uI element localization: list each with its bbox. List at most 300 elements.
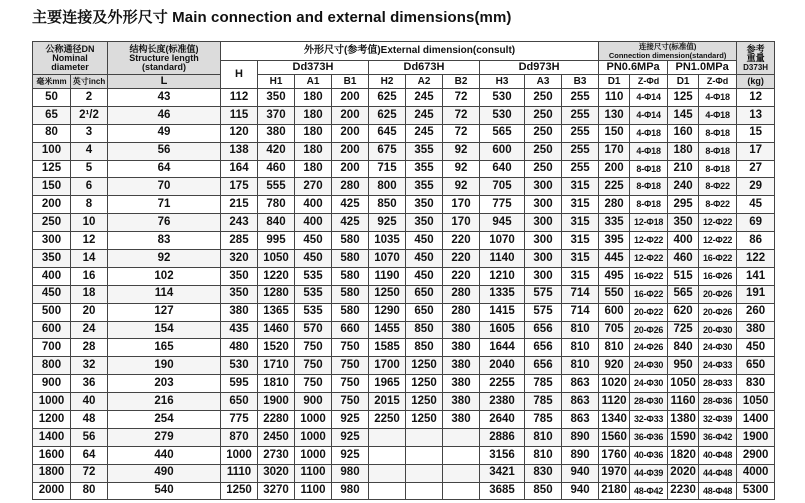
cell-height-h: 650 (221, 393, 258, 411)
pn06-header: PN0.6MPa (599, 61, 668, 75)
cell-z-pn06: 4-Φ18 (630, 124, 668, 142)
cell-d1-pn06: 150 (599, 124, 630, 142)
cell-h3: 1210 (480, 267, 525, 285)
cell-b3: 255 (562, 106, 599, 124)
cell-h2 (369, 464, 406, 482)
cell-z-pn06: 44-Φ39 (630, 464, 668, 482)
cell-h1: 3270 (258, 482, 295, 500)
cell-length-l: 254 (108, 411, 221, 429)
table-row (33, 482, 775, 500)
cell-height-h: 595 (221, 375, 258, 393)
cell-height-h: 138 (221, 142, 258, 160)
cell-weight-kg: 1050 (737, 393, 775, 411)
cell-dn-mm: 125 (33, 160, 71, 178)
cell-z-pn06: 24-Φ26 (630, 339, 668, 357)
cell-h2: 2250 (369, 411, 406, 429)
cell-h1: 3020 (258, 464, 295, 482)
cell-z-pn10: 4-Φ18 (699, 106, 737, 124)
cell-z-pn10: 24-Φ33 (699, 357, 737, 375)
cell-length-l: 49 (108, 124, 221, 142)
cell-d1-pn10: 210 (668, 160, 699, 178)
cell-d1-pn10: 950 (668, 357, 699, 375)
cell-d1-pn10: 725 (668, 321, 699, 339)
cell-h3: 1415 (480, 303, 525, 321)
table-row (33, 160, 775, 178)
cell-a3: 300 (525, 196, 562, 214)
cell-dn-mm: 2000 (33, 482, 71, 500)
cell-height-h: 380 (221, 303, 258, 321)
cell-a1: 180 (295, 142, 332, 160)
cell-h2: 715 (369, 160, 406, 178)
b2-header: B2 (443, 75, 480, 89)
cell-dn-inch: 3 (71, 124, 108, 142)
cell-a3: 300 (525, 178, 562, 196)
cell-a3: 810 (525, 428, 562, 446)
cell-a2: 350 (406, 196, 443, 214)
cell-h2: 2015 (369, 393, 406, 411)
cell-d1-pn10: 565 (668, 285, 699, 303)
cell-z-pn06: 24-Φ30 (630, 357, 668, 375)
cell-dn-inch: 5 (71, 160, 108, 178)
cell-a3: 300 (525, 214, 562, 232)
cell-dn-inch: 4 (71, 142, 108, 160)
cell-z-pn10: 12-Φ22 (699, 232, 737, 250)
struct-cn: 结构长度(标准值) (129, 43, 199, 54)
cell-b3: 863 (562, 375, 599, 393)
cell-b3: 940 (562, 482, 599, 500)
cell-dn-inch: 8 (71, 196, 108, 214)
cell-weight-kg: 1400 (737, 411, 775, 429)
cell-b2: 220 (443, 267, 480, 285)
cell-h1: 2450 (258, 428, 295, 446)
cell-weight-kg: 69 (737, 214, 775, 232)
cell-d1-pn06: 2180 (599, 482, 630, 500)
cell-b1: 200 (332, 124, 369, 142)
a1-header: A1 (295, 75, 332, 89)
cell-a2 (406, 482, 443, 500)
cell-dn-inch: 12 (71, 232, 108, 250)
cell-dn-inch: 2 (71, 89, 108, 107)
cell-h2: 1585 (369, 339, 406, 357)
cell-weight-kg: 5300 (737, 482, 775, 500)
cell-length-l: 127 (108, 303, 221, 321)
cell-z-pn10: 32-Φ39 (699, 411, 737, 429)
cell-b2: 72 (443, 89, 480, 107)
cell-h3: 640 (480, 160, 525, 178)
cell-a2: 450 (406, 267, 443, 285)
cell-h1: 1050 (258, 250, 295, 268)
cell-b2: 220 (443, 250, 480, 268)
cell-b3: 315 (562, 178, 599, 196)
cell-a2: 650 (406, 303, 443, 321)
table-row (33, 303, 775, 321)
cell-height-h: 243 (221, 214, 258, 232)
cell-d1-pn06: 170 (599, 142, 630, 160)
cell-height-h: 112 (221, 89, 258, 107)
cell-d1-pn06: 705 (599, 321, 630, 339)
model-dd973h-header: Dd973H (480, 61, 599, 75)
cell-a2: 850 (406, 339, 443, 357)
table-row (33, 357, 775, 375)
cell-b1: 425 (332, 196, 369, 214)
cell-d1-pn06: 200 (599, 160, 630, 178)
cell-z-pn06: 4-Φ18 (630, 142, 668, 160)
cell-dn-mm: 450 (33, 285, 71, 303)
cell-a2: 1250 (406, 375, 443, 393)
cell-a2: 1250 (406, 357, 443, 375)
cell-dn-inch: 48 (71, 411, 108, 429)
cell-dn-mm: 1800 (33, 464, 71, 482)
cell-d1-pn10: 515 (668, 267, 699, 285)
cell-d1-pn06: 1120 (599, 393, 630, 411)
cell-h1: 2280 (258, 411, 295, 429)
cell-h3: 945 (480, 214, 525, 232)
cell-h1: 420 (258, 142, 295, 160)
cell-d1-pn06: 130 (599, 106, 630, 124)
d1-header-pn10: D1 (668, 75, 699, 89)
cell-h2: 1190 (369, 267, 406, 285)
cell-z-pn06: 20-Φ22 (630, 303, 668, 321)
cell-h2: 645 (369, 124, 406, 142)
cell-d1-pn06: 335 (599, 214, 630, 232)
b3-header: B3 (562, 75, 599, 89)
cell-b2: 170 (443, 196, 480, 214)
table-row (33, 232, 775, 250)
cell-a2: 450 (406, 232, 443, 250)
cell-d1-pn10: 460 (668, 250, 699, 268)
cell-height-h: 164 (221, 160, 258, 178)
cell-h1: 1280 (258, 285, 295, 303)
table-row (33, 250, 775, 268)
cell-a3: 785 (525, 411, 562, 429)
cell-h2: 1070 (369, 250, 406, 268)
table-row (33, 214, 775, 232)
cell-h3: 1644 (480, 339, 525, 357)
cell-height-h: 320 (221, 250, 258, 268)
cell-b3: 255 (562, 142, 599, 160)
cell-z-pn10: 20-Φ26 (699, 285, 737, 303)
cell-b3: 315 (562, 267, 599, 285)
cell-d1-pn10: 240 (668, 178, 699, 196)
cell-a3: 850 (525, 482, 562, 500)
cell-b1: 925 (332, 428, 369, 446)
cell-height-h: 435 (221, 321, 258, 339)
cell-b1: 925 (332, 411, 369, 429)
nominal-en2: diameter (51, 61, 89, 72)
table-row (33, 464, 775, 482)
cell-a3: 785 (525, 393, 562, 411)
cell-a3: 300 (525, 250, 562, 268)
cell-h3: 1335 (480, 285, 525, 303)
cell-z-pn06: 12-Φ22 (630, 250, 668, 268)
cell-b3: 315 (562, 232, 599, 250)
cell-length-l: 92 (108, 250, 221, 268)
cell-b1: 750 (332, 375, 369, 393)
cell-z-pn06: 8-Φ18 (630, 160, 668, 178)
cell-a1: 400 (295, 214, 332, 232)
cell-b1: 200 (332, 160, 369, 178)
cell-h1: 1460 (258, 321, 295, 339)
cell-b3: 315 (562, 196, 599, 214)
cell-h3: 3156 (480, 446, 525, 464)
external-dimension-header: 外形尺寸(参考值)External dimension(consult) (221, 42, 599, 61)
cell-h1: 2730 (258, 446, 295, 464)
cell-a2: 850 (406, 321, 443, 339)
cell-b1: 580 (332, 303, 369, 321)
cell-b2: 220 (443, 232, 480, 250)
model-dd673h-header: Dd673H (369, 61, 480, 75)
cell-a2: 245 (406, 106, 443, 124)
cell-h1: 555 (258, 178, 295, 196)
cell-a1: 750 (295, 339, 332, 357)
cell-h3: 3421 (480, 464, 525, 482)
cell-a1: 1000 (295, 428, 332, 446)
cell-height-h: 215 (221, 196, 258, 214)
cell-b2: 380 (443, 321, 480, 339)
cell-z-pn10: 28-Φ33 (699, 375, 737, 393)
cell-a3: 575 (525, 303, 562, 321)
cell-dn-mm: 700 (33, 339, 71, 357)
cell-b1: 980 (332, 482, 369, 500)
h2-header: H2 (369, 75, 406, 89)
cell-dn-mm: 1400 (33, 428, 71, 446)
cell-z-pn10: 8-Φ18 (699, 160, 737, 178)
cell-h1: 1365 (258, 303, 295, 321)
cell-b3: 890 (562, 446, 599, 464)
cell-h1: 1900 (258, 393, 295, 411)
cell-d1-pn06: 920 (599, 357, 630, 375)
cell-b3: 255 (562, 124, 599, 142)
cell-z-pn06: 16-Φ22 (630, 267, 668, 285)
l-header: L (108, 75, 221, 89)
cell-dn-mm: 350 (33, 250, 71, 268)
cell-dn-mm: 65 (33, 106, 71, 124)
header-row-1 (33, 42, 775, 61)
cell-z-pn06: 4-Φ14 (630, 106, 668, 124)
cell-b3: 255 (562, 160, 599, 178)
cell-dn-mm: 1200 (33, 411, 71, 429)
table-row (33, 428, 775, 446)
cell-z-pn10: 40-Φ48 (699, 446, 737, 464)
cell-weight-kg: 45 (737, 196, 775, 214)
cell-z-pn10: 8-Φ18 (699, 124, 737, 142)
cell-z-pn10: 12-Φ22 (699, 214, 737, 232)
cell-b1: 925 (332, 446, 369, 464)
cell-dn-inch: 18 (71, 285, 108, 303)
a3-header: A3 (525, 75, 562, 89)
cell-b1: 750 (332, 339, 369, 357)
cell-weight-kg: 15 (737, 124, 775, 142)
cell-weight-kg: 450 (737, 339, 775, 357)
cell-dn-mm: 500 (33, 303, 71, 321)
cell-a3: 250 (525, 124, 562, 142)
cell-a1: 570 (295, 321, 332, 339)
cell-d1-pn06: 1340 (599, 411, 630, 429)
cell-weight-kg: 4000 (737, 464, 775, 482)
cell-d1-pn10: 2230 (668, 482, 699, 500)
cell-z-pn06: 4-Φ14 (630, 89, 668, 107)
cell-height-h: 530 (221, 357, 258, 375)
cell-b1: 200 (332, 89, 369, 107)
cell-h2: 1250 (369, 285, 406, 303)
cell-a1: 180 (295, 124, 332, 142)
cell-a1: 535 (295, 303, 332, 321)
cell-length-l: 64 (108, 160, 221, 178)
cell-h2: 1290 (369, 303, 406, 321)
cell-length-l: 43 (108, 89, 221, 107)
cell-d1-pn06: 1760 (599, 446, 630, 464)
cell-b3: 863 (562, 393, 599, 411)
cell-weight-kg: 141 (737, 267, 775, 285)
cell-dn-inch: 6 (71, 178, 108, 196)
cell-height-h: 1000 (221, 446, 258, 464)
cell-h3: 2886 (480, 428, 525, 446)
dimensions-table (32, 41, 775, 500)
cell-a3: 300 (525, 267, 562, 285)
cell-b1: 580 (332, 267, 369, 285)
cell-a2 (406, 428, 443, 446)
cell-z-pn06: 12-Φ18 (630, 214, 668, 232)
cell-height-h: 775 (221, 411, 258, 429)
cell-dn-inch: 10 (71, 214, 108, 232)
cell-h1: 1810 (258, 375, 295, 393)
cell-length-l: 540 (108, 482, 221, 500)
struct-en1: Structure length (129, 52, 199, 63)
cell-dn-inch: 40 (71, 393, 108, 411)
cell-a3: 575 (525, 285, 562, 303)
table-row (33, 321, 775, 339)
cell-weight-kg: 122 (737, 250, 775, 268)
cell-a3: 656 (525, 321, 562, 339)
cell-b1: 580 (332, 250, 369, 268)
cell-d1-pn10: 145 (668, 106, 699, 124)
cell-height-h: 350 (221, 267, 258, 285)
cell-h2: 925 (369, 214, 406, 232)
mm-header: 毫米mm (33, 75, 71, 89)
cell-b2: 280 (443, 285, 480, 303)
cell-dn-inch: 56 (71, 428, 108, 446)
cell-dn-mm: 50 (33, 89, 71, 107)
cell-b1: 580 (332, 285, 369, 303)
cell-length-l: 279 (108, 428, 221, 446)
cell-length-l: 46 (108, 106, 221, 124)
cell-d1-pn06: 600 (599, 303, 630, 321)
cell-z-pn06: 32-Φ33 (630, 411, 668, 429)
cell-h3: 530 (480, 106, 525, 124)
cell-dn-inch: 28 (71, 339, 108, 357)
h1-header: H1 (258, 75, 295, 89)
cell-h1: 370 (258, 106, 295, 124)
cell-z-pn06: 8-Φ18 (630, 196, 668, 214)
pn10-header: PN1.0MPa (668, 61, 737, 75)
cell-height-h: 1250 (221, 482, 258, 500)
cell-h2: 850 (369, 196, 406, 214)
cell-d1-pn10: 295 (668, 196, 699, 214)
cell-h3: 565 (480, 124, 525, 142)
cell-h2: 625 (369, 89, 406, 107)
cell-a1: 750 (295, 357, 332, 375)
cell-a2: 245 (406, 124, 443, 142)
cell-height-h: 480 (221, 339, 258, 357)
cell-height-h: 175 (221, 178, 258, 196)
cell-b3: 863 (562, 411, 599, 429)
cell-b2: 72 (443, 106, 480, 124)
cell-b3: 810 (562, 321, 599, 339)
cell-a2 (406, 446, 443, 464)
cell-a2: 1250 (406, 411, 443, 429)
cell-dn-inch: 36 (71, 375, 108, 393)
cell-b3: 810 (562, 339, 599, 357)
table-row (33, 411, 775, 429)
z-header-pn06: Z-Φd (630, 75, 668, 89)
ref-cn1: 参考 (746, 43, 765, 54)
cell-z-pn10: 16-Φ22 (699, 250, 737, 268)
nominal-diameter-header (33, 42, 108, 75)
cell-h2: 675 (369, 142, 406, 160)
cell-a3: 300 (525, 232, 562, 250)
cell-h1: 840 (258, 214, 295, 232)
cell-a2: 350 (406, 214, 443, 232)
page-title: 主要连接及外形尺寸 Main connection and external dimensions(mm) (32, 9, 512, 26)
cell-d1-pn10: 180 (668, 142, 699, 160)
cell-dn-inch: 16 (71, 267, 108, 285)
table-row (33, 124, 775, 142)
cell-z-pn06: 48-Φ42 (630, 482, 668, 500)
h-header: H (221, 61, 258, 89)
cell-length-l: 71 (108, 196, 221, 214)
cell-b1: 425 (332, 214, 369, 232)
connection-cn: 连接尺寸(标准值) (638, 42, 697, 51)
cell-dn-mm: 300 (33, 232, 71, 250)
cell-a1: 270 (295, 178, 332, 196)
cell-b2: 72 (443, 124, 480, 142)
cell-length-l: 154 (108, 321, 221, 339)
table-row (33, 178, 775, 196)
cell-weight-kg: 1900 (737, 428, 775, 446)
cell-d1-pn10: 840 (668, 339, 699, 357)
cell-b2: 380 (443, 393, 480, 411)
cell-dn-inch: 80 (71, 482, 108, 500)
cell-height-h: 120 (221, 124, 258, 142)
cell-dn-inch: 20 (71, 303, 108, 321)
cell-a3: 250 (525, 89, 562, 107)
cell-a3: 785 (525, 375, 562, 393)
cell-b2: 380 (443, 375, 480, 393)
cell-dn-inch: 72 (71, 464, 108, 482)
cell-z-pn10: 28-Φ36 (699, 393, 737, 411)
cell-d1-pn06: 1560 (599, 428, 630, 446)
cell-d1-pn10: 1160 (668, 393, 699, 411)
cell-z-pn06: 36-Φ36 (630, 428, 668, 446)
cell-dn-mm: 600 (33, 321, 71, 339)
cell-dn-inch: 14 (71, 250, 108, 268)
cell-z-pn10: 4-Φ18 (699, 89, 737, 107)
table-row (33, 285, 775, 303)
cell-length-l: 102 (108, 267, 221, 285)
cell-dn-mm: 800 (33, 357, 71, 375)
cell-height-h: 1110 (221, 464, 258, 482)
cell-h1: 460 (258, 160, 295, 178)
cell-weight-kg: 86 (737, 232, 775, 250)
cell-a2: 450 (406, 250, 443, 268)
cell-d1-pn06: 280 (599, 196, 630, 214)
cell-h3: 2040 (480, 357, 525, 375)
cell-d1-pn06: 445 (599, 250, 630, 268)
cell-dn-mm: 250 (33, 214, 71, 232)
table-body (33, 89, 775, 500)
cell-height-h: 285 (221, 232, 258, 250)
cell-z-pn06: 40-Φ36 (630, 446, 668, 464)
